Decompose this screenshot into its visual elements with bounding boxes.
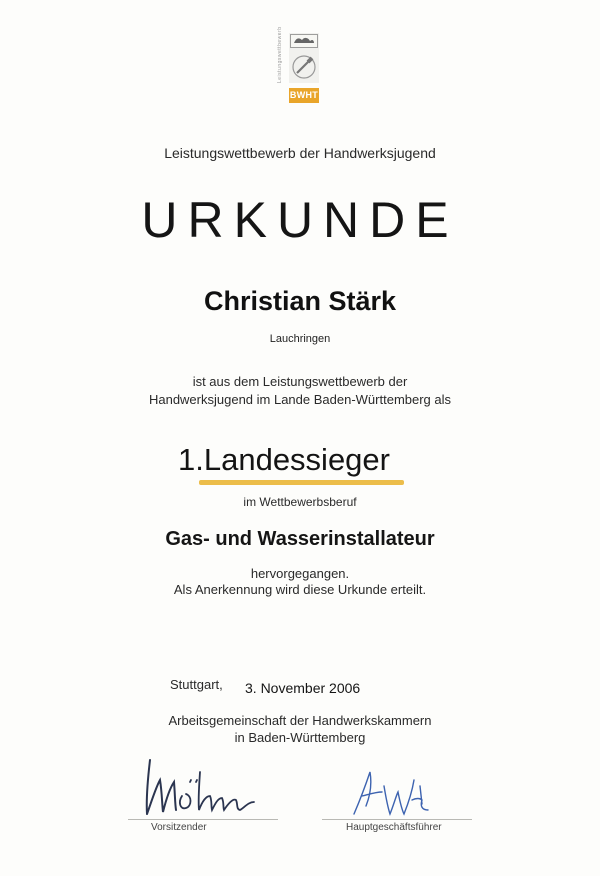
issue-place: Stuttgart, — [170, 677, 223, 692]
issue-date: 3. November 2006 — [245, 680, 361, 696]
closing-text — [0, 566, 600, 598]
competition-title: Leistungswettbewerb der Handwerksjugend — [164, 145, 436, 161]
occupation-intro: im Wettbewerbsberuf — [243, 495, 357, 509]
logo-badge: BWHT — [289, 88, 319, 103]
recipient-town: Lauchringen — [269, 333, 331, 345]
role-manager: Hauptgeschäftsführer — [346, 822, 442, 833]
closing-line: hervorgegangen. — [250, 566, 350, 581]
issuer — [0, 712, 600, 746]
body-text — [0, 373, 600, 409]
certificate-title: URKUNDE — [141, 192, 459, 248]
state-seal-icon — [290, 34, 318, 48]
logo-emblem-icon — [291, 53, 317, 81]
body-line: ist aus dem Leistungswettbewerb der — [192, 374, 408, 389]
issuer-line: Arbeitsgemeinschaft der Handwerkskammern — [168, 713, 432, 728]
closing-line: Als Anerkennung wird diese Urkunde erteilt. — [173, 582, 427, 597]
role-chairman: Vorsitzender — [151, 822, 207, 833]
occupation: Gas- und Wasserinstallateur — [165, 528, 435, 550]
bwht-logo — [277, 26, 319, 103]
signature-chairman — [138, 752, 268, 822]
issuer-line: in Baden-Württemberg — [234, 730, 366, 745]
recipient-name: Christian Stärk — [203, 286, 397, 316]
logo-side-text: Leistungswettbewerb — [277, 26, 283, 83]
rank-underline — [199, 480, 404, 485]
body-line: Handwerksjugend im Lande Baden-Württemberg als — [148, 392, 452, 407]
signature-manager — [340, 766, 440, 824]
rank-title: 1.Landessieger — [178, 442, 390, 477]
